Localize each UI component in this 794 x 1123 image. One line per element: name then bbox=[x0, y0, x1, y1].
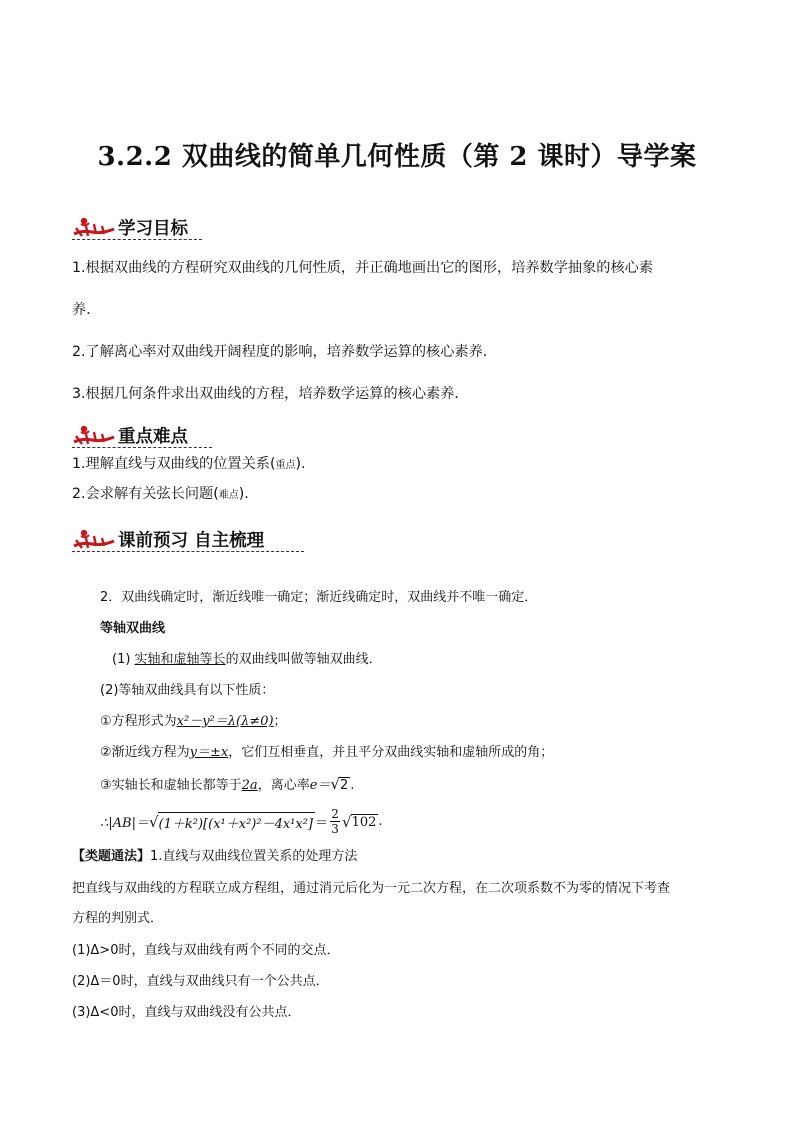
page-title: 3.2.2 双曲线的简单几何性质（第 2 课时）导学案 bbox=[97, 142, 697, 172]
chord-length-formula: ∴|AB|＝ √ (1＋k²)[(x¹＋x²)²－4x¹x²] ＝ $\frac{2}{3}$ √ 102 . bbox=[100, 807, 383, 836]
preview-line-definition: (1) 实轴和虚轴等长的双曲线叫做等轴双曲线． bbox=[112, 652, 382, 667]
section-header-key bbox=[72, 418, 188, 448]
goal-item-2: 2.了解离心率对双曲线开阔程度的影响，培养数学运算的核心素养． bbox=[72, 344, 497, 360]
section-title-goals: 学习目标 bbox=[118, 219, 188, 239]
preview-line-properties: (2)等轴双曲线具有以下性质： bbox=[100, 683, 275, 698]
preview-line-asymptote: 2．双曲线确定时，渐近线唯一确定；渐近线确定时，双曲线并不唯一确定． bbox=[100, 590, 538, 605]
section-title-key: 重点难点 bbox=[118, 427, 188, 447]
section-title-preview: 课前预习 自主梳理 bbox=[118, 531, 265, 551]
methods-paragraph-1: 把直线与双曲线的方程联立成方程组，通过消元后化为一元二次方程，在二次项系数不为零的情况下考查 bbox=[72, 881, 671, 896]
section-badge-icon bbox=[72, 214, 116, 240]
key-item-2: 2.会求解有关弦长问题(难点). bbox=[72, 486, 249, 502]
methods-case-2: (2)Δ＝0时，直线与双曲线只有一个公共点． bbox=[72, 974, 329, 989]
section-header-goals bbox=[72, 210, 188, 240]
fraction: $\frac{2}{3}$ bbox=[331, 807, 339, 836]
goal-item-3: 3.根据几何条件求出双曲线的方程，培养数学运算的核心素养． bbox=[72, 386, 469, 402]
property-equation: ①方程形式为x²－y²＝λ(λ≠0)； bbox=[100, 714, 287, 729]
goal-item-1: 1.根据双曲线的方程研究双曲线的几何性质，并正确地画出它的图形，培养数学抽象的核心素 bbox=[72, 260, 654, 276]
dashed-underline bbox=[72, 551, 304, 552]
key-item-1: 1.理解直线与双曲线的位置关系(重点). bbox=[72, 456, 306, 472]
preview-subheading: 等轴双曲线 bbox=[100, 621, 166, 636]
section-badge-icon bbox=[72, 422, 116, 448]
dashed-underline bbox=[72, 447, 212, 448]
methods-case-1: (1)Δ>0时，直线与双曲线有两个不同的交点． bbox=[72, 943, 340, 958]
goal-item-1-cont: 养． bbox=[72, 302, 101, 318]
methods-heading: 【类题通法】1.直线与双曲线位置关系的处理方法 bbox=[72, 849, 358, 864]
dashed-underline bbox=[72, 239, 202, 240]
methods-case-3: (3)Δ<0时，直线与双曲线没有公共点． bbox=[72, 1005, 301, 1020]
section-badge-icon bbox=[72, 526, 116, 552]
property-eccentricity: ③实轴长和虚轴长都等于2a，离心率e＝√2 . bbox=[100, 775, 355, 793]
property-asymptote: ②渐近线方程为y＝±x，它们互相垂直，并且平分双曲线实轴和虚轴所成的角； bbox=[100, 745, 554, 760]
methods-paragraph-2: 方程的判别式． bbox=[72, 911, 164, 926]
section-header-preview bbox=[72, 522, 264, 552]
